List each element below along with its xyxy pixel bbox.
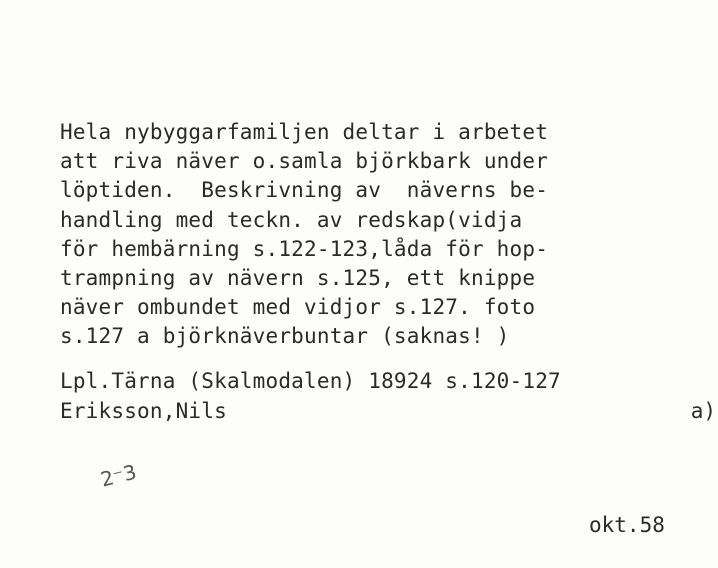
description-line: s.127 a björknäverbuntar (saknas! ) <box>60 324 510 349</box>
description-line: för hembärning s.122-123,låda för hop- <box>60 236 549 261</box>
description-line: trampning av nävern s.125, ett knippe <box>60 266 536 291</box>
place-and-pages: Lpl.Tärna (Skalmodalen) 18924 s.120-127 <box>60 369 561 393</box>
pencil-note: 2⁻3 <box>98 459 139 492</box>
page-suffix: a) <box>690 399 716 423</box>
description-line: Hela nybyggarfamiljen deltar i arbetet <box>60 120 549 144</box>
description-line: handling med teckn. av redskap(vidja <box>60 207 523 232</box>
informant-name: Eriksson,Nils <box>60 399 227 423</box>
record-metadata <box>60 366 561 426</box>
description-text <box>60 118 548 352</box>
description-line: näver ombundet med vidjor s.127. foto <box>60 295 536 320</box>
description-line: löptiden. Beskrivning av näverns be- <box>60 178 549 203</box>
card-date: okt.58 <box>589 513 665 537</box>
description-line: att riva näver o.samla björkbark under <box>60 149 549 174</box>
